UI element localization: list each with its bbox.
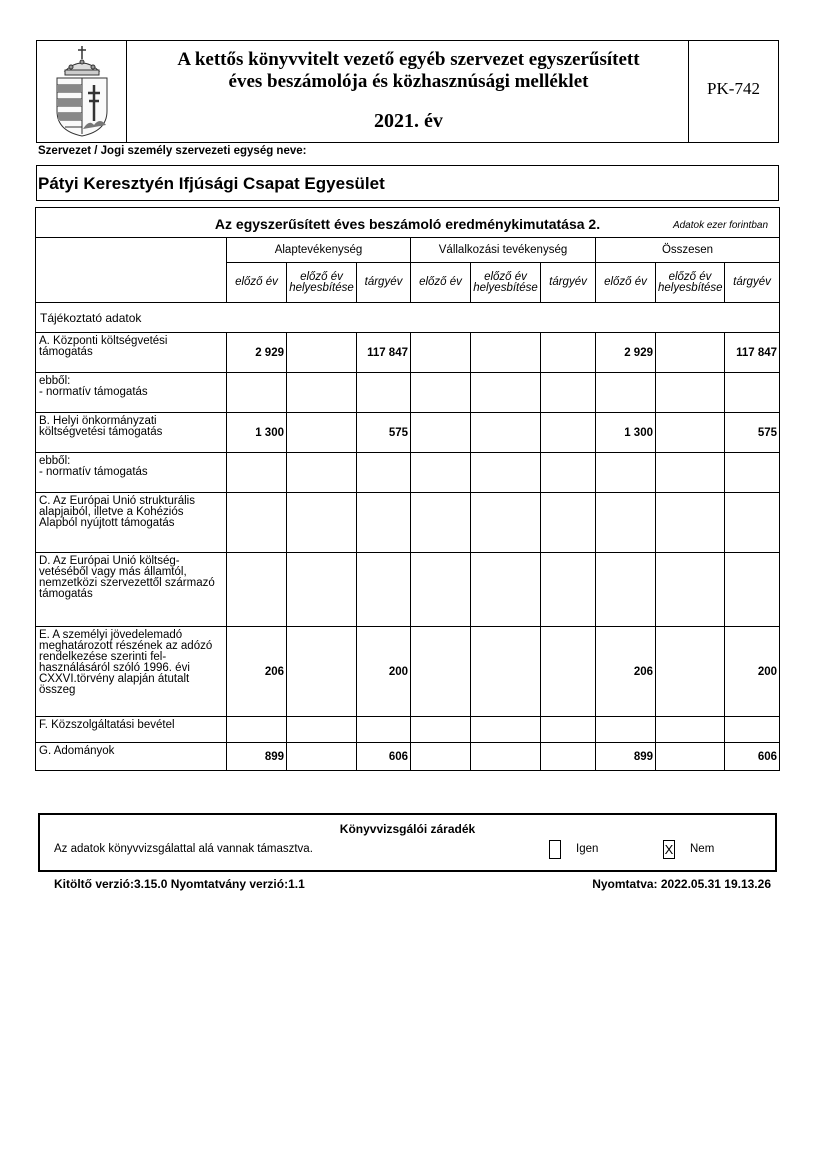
organization-name: Pátyi Keresztyén Ifjúsági Csapat Egyesület	[36, 165, 779, 201]
audit-clause-box	[38, 813, 777, 872]
value-cell: 606	[725, 743, 780, 771]
value-cell: 200	[725, 627, 780, 717]
row-label: F. Közszolgáltatási bevétel	[36, 717, 227, 743]
subcol-adj-line1: előző év	[484, 270, 527, 283]
table-body	[36, 333, 780, 771]
value-cell	[596, 717, 656, 743]
value-cell	[541, 627, 596, 717]
value-cell	[656, 743, 725, 771]
value-cell	[541, 373, 596, 413]
value-cell	[287, 627, 357, 717]
table-row	[36, 627, 780, 717]
value-cell	[541, 493, 596, 553]
value-cell: 1 300	[227, 413, 287, 453]
row-label: ebből: - normatív támogatás	[36, 373, 227, 413]
unit-note: Adatok ezer forintban	[672, 220, 769, 231]
value-cell	[656, 333, 725, 373]
value-cell: 2 929	[596, 333, 656, 373]
value-cell	[656, 553, 725, 627]
value-cell	[471, 333, 541, 373]
value-cell	[357, 373, 411, 413]
subcol-prev: előző év	[411, 263, 471, 303]
value-cell	[541, 413, 596, 453]
table-row	[36, 553, 780, 627]
subcol-adj	[287, 263, 357, 303]
value-cell	[471, 493, 541, 553]
value-cell	[725, 453, 780, 493]
value-cell	[411, 333, 471, 373]
subcol-cur: tárgyév	[357, 263, 411, 303]
value-cell	[471, 743, 541, 771]
subcol-adj	[471, 263, 541, 303]
audit-no-label: Nem	[690, 843, 715, 855]
subcol-adj-line2: helyesbítése	[289, 281, 354, 294]
value-cell	[357, 493, 411, 553]
subcol-adj-line1: előző év	[300, 270, 343, 283]
form-code: PK-742	[688, 41, 778, 142]
value-cell: 2 929	[227, 333, 287, 373]
value-cell	[227, 453, 287, 493]
value-cell	[227, 553, 287, 627]
form-title-line1: A kettős könyvvitelt vezető egyéb szervezet egyszerűsített	[177, 49, 640, 70]
form-title	[127, 41, 690, 142]
value-cell: 117 847	[725, 333, 780, 373]
value-cell	[411, 493, 471, 553]
organization-label: Szervezet / Jogi személy szervezeti egység neve:	[38, 145, 307, 157]
value-cell: 206	[596, 627, 656, 717]
value-cell	[725, 717, 780, 743]
value-cell	[596, 453, 656, 493]
value-cell	[411, 553, 471, 627]
value-cell: 200	[357, 627, 411, 717]
value-cell	[471, 453, 541, 493]
income-statement-table	[35, 207, 780, 771]
value-cell	[656, 717, 725, 743]
row-label: C. Az Európai Unió strukturális alapjaiból, illetve a Kohéziós Alapból nyújtott támogatás	[36, 493, 227, 553]
table-caption-cell	[36, 208, 780, 238]
value-cell	[287, 493, 357, 553]
table-row	[36, 743, 780, 771]
value-cell	[596, 493, 656, 553]
value-cell	[287, 717, 357, 743]
group-header-basic: Alaptevékenység	[227, 238, 411, 263]
group-header-business: Vállalkozási tevékenység	[411, 238, 596, 263]
group-header-total: Összesen	[596, 238, 780, 263]
value-cell	[411, 743, 471, 771]
value-cell	[725, 553, 780, 627]
value-cell	[287, 413, 357, 453]
table-row	[36, 453, 780, 493]
subcol-cur: tárgyév	[725, 263, 780, 303]
value-cell	[357, 553, 411, 627]
value-cell: 899	[227, 743, 287, 771]
row-label: A. Központi költségvetési támogatás	[36, 333, 227, 373]
value-cell	[411, 413, 471, 453]
table-row	[36, 717, 780, 743]
subcol-cur: tárgyév	[541, 263, 596, 303]
footer-versions: Kitöltő verzió:3.15.0 Nyomtatvány verzió:1.1	[54, 877, 305, 891]
value-cell	[287, 453, 357, 493]
section-label: Tájékoztató adatok	[36, 303, 780, 333]
value-cell: 606	[357, 743, 411, 771]
value-cell	[596, 373, 656, 413]
table-caption: Az egyszerűsített éves beszámoló eredménykimutatása 2.	[214, 215, 601, 232]
row-label: ebből: - normatív támogatás	[36, 453, 227, 493]
value-cell	[287, 333, 357, 373]
value-cell	[411, 453, 471, 493]
value-cell	[227, 493, 287, 553]
value-cell	[411, 717, 471, 743]
value-cell	[656, 413, 725, 453]
form-title-line2: éves beszámolója és közhasznúsági melléklet	[228, 71, 589, 92]
value-cell	[411, 373, 471, 413]
value-cell	[541, 743, 596, 771]
value-cell	[471, 413, 541, 453]
header-blank-cell	[36, 238, 227, 303]
value-cell	[656, 453, 725, 493]
audit-statement: Az adatok könyvvizsgálattal alá vannak támasztva.	[54, 843, 313, 855]
value-cell	[471, 627, 541, 717]
value-cell	[596, 553, 656, 627]
value-cell	[227, 717, 287, 743]
value-cell: 899	[596, 743, 656, 771]
value-cell	[656, 493, 725, 553]
table-row	[36, 373, 780, 413]
audit-yes-label: Igen	[576, 843, 599, 855]
value-cell: 575	[725, 413, 780, 453]
row-label: B. Helyi önkormányzati költségvetési támogatás	[36, 413, 227, 453]
value-cell	[411, 627, 471, 717]
value-cell	[541, 553, 596, 627]
value-cell	[287, 743, 357, 771]
value-cell: 1 300	[596, 413, 656, 453]
value-cell	[541, 333, 596, 373]
value-cell: 117 847	[357, 333, 411, 373]
table-row	[36, 493, 780, 553]
value-cell	[656, 627, 725, 717]
footer-printed: Nyomtatva: 2022.05.31 19.13.26	[592, 877, 771, 891]
value-cell	[357, 717, 411, 743]
subcol-adj-line2: helyesbítése	[473, 281, 538, 294]
subcol-adj-line1: előző év	[668, 270, 712, 283]
row-label: E. A személyi jövedelemadó meghatározott részének az adózó rendelkezése szerinti fel-használásáról szóló 1996. évi CXXVI.törvény alapján átutalt összeg	[36, 627, 227, 717]
subcol-prev: előző év	[227, 263, 287, 303]
value-cell	[471, 553, 541, 627]
audit-title: Könyvvizsgálói záradék	[339, 822, 476, 836]
value-cell	[656, 373, 725, 413]
subcol-adj-line2: helyesbítése	[658, 281, 723, 294]
form-header	[36, 40, 779, 143]
subcol-adj	[656, 263, 725, 303]
value-cell	[357, 453, 411, 493]
subcol-prev: előző év	[596, 263, 656, 303]
value-cell	[725, 493, 780, 553]
value-cell	[287, 373, 357, 413]
value-cell: 206	[227, 627, 287, 717]
value-cell	[541, 717, 596, 743]
row-label: G. Adományok	[36, 743, 227, 771]
value-cell	[227, 373, 287, 413]
audit-yes-checkbox[interactable]	[549, 840, 561, 859]
table-row	[36, 333, 780, 373]
table-row	[36, 413, 780, 453]
hungarian-coat-of-arms-icon	[37, 41, 127, 142]
audit-no-checkbox[interactable]: X	[664, 842, 674, 857]
value-cell: 575	[357, 413, 411, 453]
row-label: D. Az Európai Unió költség-vetéséből vagy más államtól, nemzetközi szervezettől származó támogatás	[36, 553, 227, 627]
value-cell	[287, 553, 357, 627]
report-year: 2021. év	[374, 110, 443, 132]
value-cell	[725, 373, 780, 413]
value-cell	[471, 717, 541, 743]
value-cell	[541, 453, 596, 493]
value-cell	[471, 373, 541, 413]
